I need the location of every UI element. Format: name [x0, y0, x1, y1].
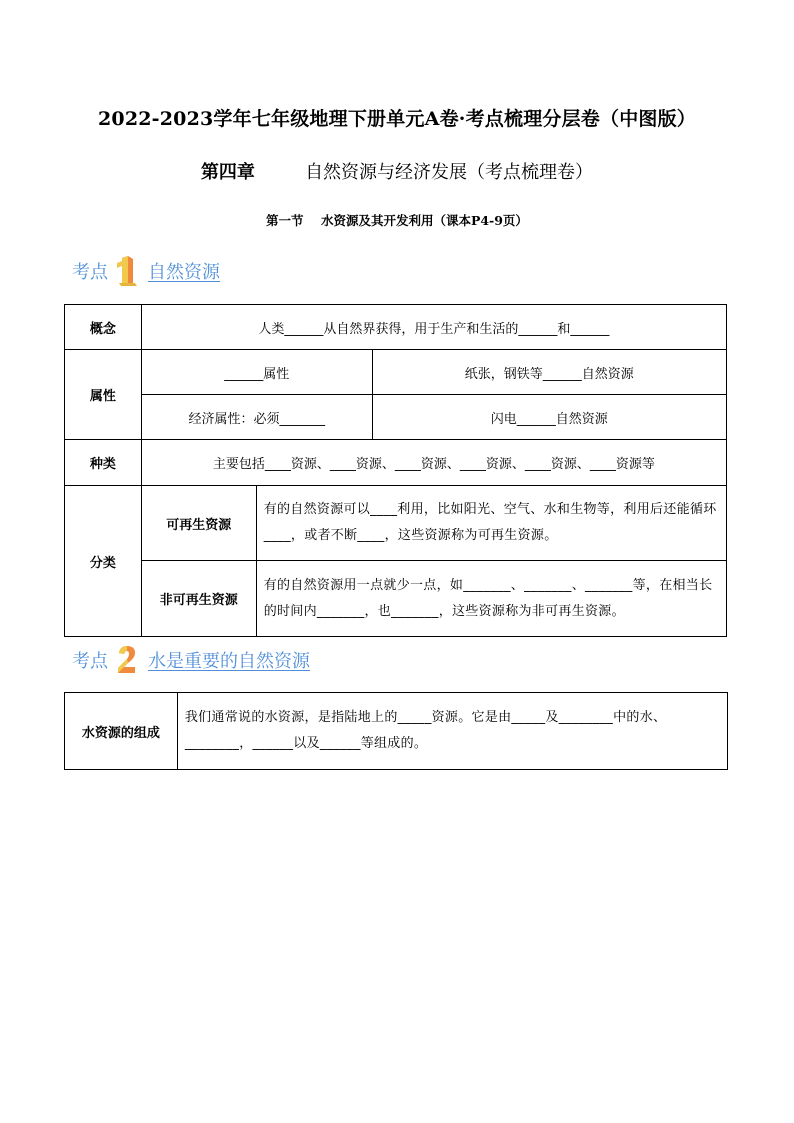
nonrenewable-label: 非可再生资源: [141, 561, 256, 637]
water-composition-label: 水资源的组成: [65, 693, 178, 770]
attribute-natural: ______属性: [141, 350, 372, 395]
section-heading: 第一节 水资源及其开发利用（课本P4-9页）: [266, 213, 528, 228]
kaodian-label: 考点: [72, 651, 108, 672]
attribute-example-1: 纸张，钢铁等______自然资源: [372, 350, 726, 395]
nonrenewable-text: 有的自然资源用一点就少一点，如_______、_______、_______等，在相当长的时间内_______，也_______，这些资源称为非可再生资源。: [256, 561, 726, 637]
row-label-classification: 分类: [65, 486, 142, 637]
water-resources-table: [64, 692, 728, 770]
row-label-types: 种类: [65, 440, 142, 486]
row-label-attributes: 属性: [65, 350, 142, 440]
kaodian-title: 水是重要的自然资源: [148, 651, 310, 672]
chapter-heading: [0, 158, 794, 184]
types-text: 主要包括____资源、____资源、____资源、____资源、____资源、____资源等: [141, 440, 726, 486]
concept-text: 人类______从自然界获得，用于生产和生活的______和______: [141, 305, 726, 350]
kaodian-1-heading: [72, 255, 220, 287]
number-one-icon: [114, 255, 140, 287]
kaodian-label: 考点: [72, 262, 108, 283]
attribute-economic: 经济属性：必须_______: [141, 395, 372, 440]
row-label-concept: 概念: [65, 305, 142, 350]
chapter-title: 自然资源与经济发展（考点梳理卷）: [305, 162, 594, 183]
kaodian-title: 自然资源: [148, 262, 220, 283]
natural-resources-table: [64, 304, 727, 637]
chapter-number: 第四章: [200, 162, 255, 183]
renewable-label: 可再生资源: [141, 486, 256, 561]
water-composition-text: 我们通常说的水资源，是指陆地上的_____资源。它是由_____及________中的水、________，______以及______等组成的。: [177, 693, 727, 770]
attribute-example-2: 闪电______自然资源: [372, 395, 726, 440]
number-two-icon: [114, 644, 140, 676]
document-title: 2022-2023学年七年级地理下册单元A卷·考点梳理分层卷（中图版）: [97, 108, 696, 130]
kaodian-2-heading: [72, 644, 310, 676]
renewable-text: 有的自然资源可以____利用，比如阳光、空气、水和生物等，利用后还能循环____，或者不断____，这些资源称为可再生资源。: [256, 486, 726, 561]
